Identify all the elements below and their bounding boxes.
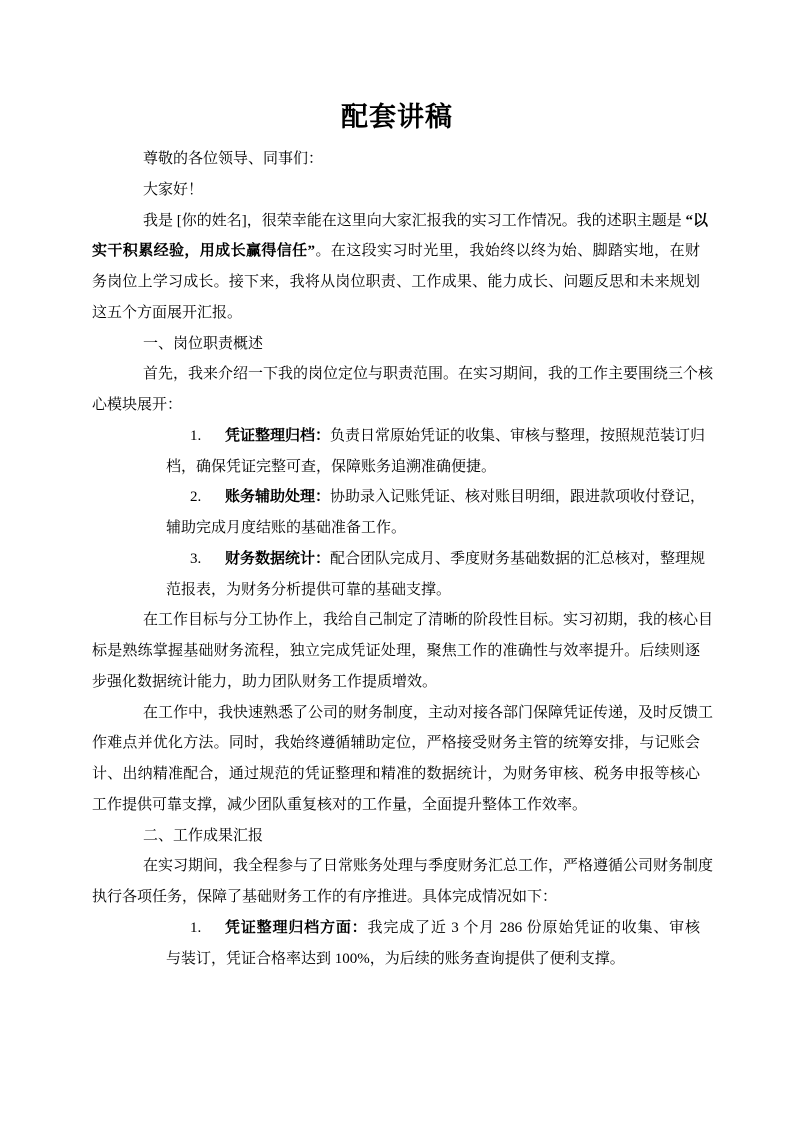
text-run: 工作提供可靠支撑，减少团队重复核对的工作量，全面提升整体工作效率。: [92, 796, 588, 813]
text-run: 步强化数据统计能力，助力团队财务工作提质增效。: [92, 673, 438, 690]
text-line: [143, 359, 714, 390]
text-run: 首先，我来介绍一下我的岗位定位与职责范围。在实习期间，我的工作主要围绕三个核: [143, 366, 714, 383]
list-item-line: [190, 913, 700, 944]
bold-text-run: 凭证整理归档方面：: [225, 919, 368, 936]
text-run: 计、出纳精准配合，通过规范的凭证整理和精准的数据统计，为财务审核、税务申报等核心: [92, 766, 700, 782]
text-line: [166, 452, 700, 483]
bold-text-run: “以: [685, 212, 709, 229]
text-line: [143, 175, 700, 206]
list-item-line: [190, 544, 706, 575]
text-run: 我是 [你的姓名]，很荣幸能在这里向大家汇报我的实习工作情况。我的述职主题是: [143, 212, 686, 229]
text-run: 标是熟练掌握基础财务流程，独立完成凭证处理，聚焦工作的准确性与效率提升。后续则逐: [92, 643, 700, 659]
text-run: 心模块展开：: [92, 397, 183, 413]
text-line: [92, 667, 700, 698]
list-number: 2.: [190, 489, 202, 506]
text-run: 范报表，为财务分析提供可靠的基础支撑。: [166, 581, 452, 598]
text-run: 务岗位上学习成长。接下来，我将从岗位职责、工作成果、能力成长、问题反思和未来规划: [92, 274, 700, 290]
text-run: 我完成了近 3 个月 286 份原始凭证的收集、审核: [367, 919, 700, 936]
text-line: [166, 575, 700, 606]
text-run: 尊敬的各位领导、同事们：: [143, 151, 324, 167]
text-line: [166, 513, 700, 544]
bold-text-run: 财务数据统计：: [225, 550, 331, 567]
text-line: [92, 298, 700, 329]
text-run: 。在这段实习时光里，我始终以终为始、脚踏实地，在财: [315, 243, 700, 260]
list-item-line: [190, 421, 706, 452]
text-line: [143, 329, 700, 360]
bold-text-run: 凭证整理归档：: [225, 427, 331, 444]
text-line: [92, 236, 700, 267]
text-run: 配合团队完成月、季度财务基础数据的汇总核对，整理规: [330, 550, 706, 567]
text-run: 在实习期间，我全程参与了日常账务处理与季度财务汇总工作，严格遵循公司财务制度: [143, 858, 714, 875]
text-run: 执行各项任务，保障了基础财务工作的有序推进。具体完成情况如下：: [92, 889, 558, 905]
document-title: 配套讲稿: [341, 102, 453, 132]
text-line: [92, 790, 700, 821]
text-line: [92, 390, 700, 421]
text-line: [92, 267, 700, 298]
text-run: 一、岗位职责概述: [143, 335, 264, 352]
text-run: 档，确保凭证完整可查，保障账务追溯准确便捷。: [166, 458, 497, 475]
list-item-line: [190, 482, 706, 513]
text-run: 这五个方面展开汇报。: [92, 304, 243, 321]
text-run: 在工作中，我快速熟悉了公司的财务制度，主动对接各部门保障凭证传递，及时反馈工: [143, 704, 714, 721]
text-line: [166, 944, 700, 975]
text-line: [143, 698, 714, 729]
text-run: 二、工作成果汇报: [143, 827, 264, 844]
text-run: 协助录入记账凭证、核对账目明细，跟进款项收付登记，: [330, 489, 706, 506]
text-run: 辅助完成月度结账的基础准备工作。: [166, 520, 407, 536]
text-line: [143, 144, 700, 175]
text-run: 在工作目标与分工协作上，我给自己制定了清晰的阶段性目标。实习初期，我的核心目: [143, 612, 714, 629]
document-body: [0, 144, 794, 974]
text-line: [143, 206, 709, 237]
text-run: 与装订，凭证合格率达到 100%，为后续的账务查询提供了便利支撑。: [166, 950, 625, 967]
text-line: [92, 728, 700, 759]
text-line: [92, 882, 700, 913]
text-run: 作难点并优化方法。同时，我始终遵循辅助定位，严格接受财务主管的统筹安排，与记账会: [92, 735, 700, 752]
bold-text-run: 实干积累经验，用成长赢得信任”: [92, 243, 316, 260]
text-run: 大家好！: [143, 181, 204, 198]
text-line: [143, 605, 714, 636]
text-line: [143, 821, 700, 852]
text-run: 负责日常原始凭证的收集、审核与整理，按照规范装订归: [330, 427, 706, 444]
list-number: 1.: [190, 427, 202, 444]
list-number: 3.: [190, 550, 202, 567]
text-line: [143, 851, 714, 882]
bold-text-run: 账务辅助处理：: [225, 489, 331, 506]
text-line: [92, 759, 700, 790]
list-number: 1.: [190, 919, 202, 936]
text-line: [92, 636, 700, 667]
